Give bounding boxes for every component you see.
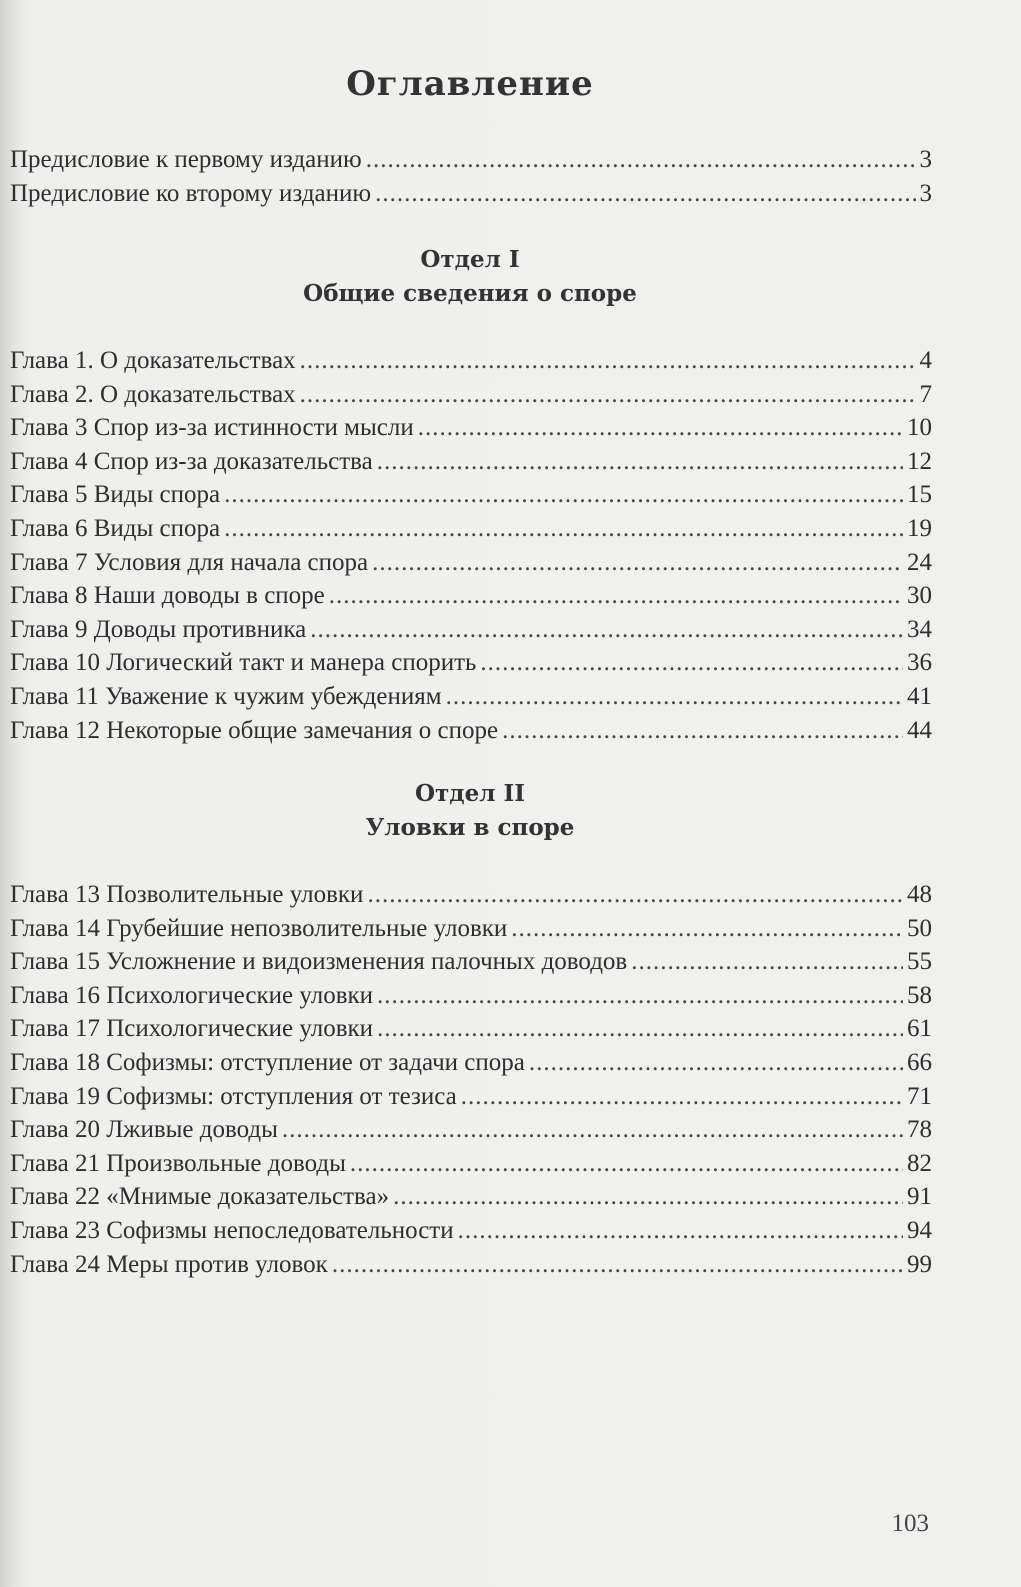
toc-leader-dots xyxy=(332,1248,903,1282)
toc-leader-dots xyxy=(329,579,903,613)
toc-entry-label: Глава 3 Спор из-за истинности мысли xyxy=(10,414,414,442)
toc-entry-page: 91 xyxy=(907,1183,932,1211)
toc-entry xyxy=(10,143,932,177)
toc-entry-label: Глава 14 Грубейшие непозволительные уловки xyxy=(10,914,508,942)
section-2-list xyxy=(10,878,932,1281)
toc-entry-page: 48 xyxy=(907,881,932,908)
preface-list xyxy=(10,143,932,210)
toc-entry-label: Глава 9 Доводы противника xyxy=(10,615,307,643)
toc-entry xyxy=(10,1046,932,1080)
toc-entry-page: 30 xyxy=(907,582,932,610)
toc-entry-page: 66 xyxy=(907,1048,932,1076)
toc-entry xyxy=(10,613,932,647)
toc-entry-page: 36 xyxy=(907,649,932,677)
toc-entry-page: 12 xyxy=(907,447,932,475)
toc-entry xyxy=(10,945,932,979)
toc-entry-label: Глава 13 Позволительные уловки xyxy=(10,881,364,908)
toc-entry-label: Глава 23 Софизмы непоследовательности xyxy=(10,1216,454,1244)
toc-entry xyxy=(10,512,932,546)
toc-entry-page: 34 xyxy=(907,615,932,643)
toc-entry-label: Предисловие ко второму изданию xyxy=(10,179,372,207)
toc-entry xyxy=(10,344,932,378)
toc-entry-label: Глава 1. О доказательствах xyxy=(10,347,296,374)
toc-entry-label: Предисловие к первому изданию xyxy=(10,146,362,173)
toc-entry xyxy=(10,478,932,512)
toc-entry-label: Глава 11 Уважение к чужим убеждениям xyxy=(10,682,442,710)
toc-entry-page: 94 xyxy=(907,1216,932,1244)
toc-leader-dots xyxy=(529,1046,903,1080)
section-1-subtitle: Общие сведения о споре xyxy=(303,280,637,307)
toc-leader-dots xyxy=(377,979,903,1013)
toc-entry-page: 3 xyxy=(919,146,932,173)
toc-entry-page: 4 xyxy=(919,347,932,374)
toc-leader-dots xyxy=(224,512,903,546)
toc-entry-page: 71 xyxy=(907,1082,932,1110)
toc-entry-label: Глава 8 Наши доводы в споре xyxy=(10,582,325,610)
toc-entry-label: Глава 22 «Мнимые доказательства» xyxy=(10,1183,390,1211)
section-2-subtitle: Уловки в споре xyxy=(365,814,575,841)
toc-leader-dots xyxy=(446,680,903,714)
section-1-heading: Отдел I xyxy=(420,246,520,273)
toc-leader-dots xyxy=(372,546,903,580)
toc-entry xyxy=(10,546,932,580)
toc-entry-label: Глава 21 Произвольные доводы xyxy=(10,1149,346,1177)
toc-entry xyxy=(10,445,932,479)
toc-entry-label: Глава 5 Виды спора xyxy=(10,481,221,509)
toc-entry xyxy=(10,979,932,1013)
toc-leader-dots xyxy=(461,1080,903,1114)
toc-entry-page: 50 xyxy=(907,914,932,942)
toc-entry-label: Глава 20 Лживые доводы xyxy=(10,1116,278,1144)
toc-leader-dots xyxy=(458,1214,903,1248)
toc-entry-label: Глава 4 Спор из-за доказательства xyxy=(10,447,373,475)
toc-entry xyxy=(10,1147,932,1181)
toc-entry xyxy=(10,1113,932,1147)
toc-entry xyxy=(10,1012,932,1046)
toc-entry xyxy=(10,579,932,613)
toc-entry xyxy=(10,1080,932,1114)
toc-leader-dots xyxy=(350,1147,903,1181)
toc-entry-page: 44 xyxy=(907,716,932,744)
toc-entry-page: 61 xyxy=(907,1015,932,1043)
toc-leader-dots xyxy=(375,177,915,211)
toc-leader-dots xyxy=(300,378,916,412)
toc-entry-label: Глава 7 Условия для начала спора xyxy=(10,548,369,576)
toc-entry xyxy=(10,1248,932,1282)
page-title: Оглавление xyxy=(346,64,594,104)
toc-leader-dots xyxy=(377,445,903,479)
toc-entry-page: 24 xyxy=(907,548,932,576)
toc-entry-page: 3 xyxy=(919,179,932,207)
toc-entry xyxy=(10,1180,932,1214)
toc-entry-label: Глава 17 Психологические уловки xyxy=(10,1015,374,1043)
toc-entry-page: 78 xyxy=(907,1116,932,1144)
toc-entry-page: 7 xyxy=(919,380,932,408)
section-1-list xyxy=(10,344,932,747)
toc-entry-label: Глава 10 Логический такт и манера спорить xyxy=(10,649,477,677)
toc-leader-dots xyxy=(418,411,903,445)
toc-leader-dots xyxy=(310,613,903,647)
page-number: 103 xyxy=(891,1510,929,1537)
toc-entry-page: 55 xyxy=(907,948,932,976)
toc-entry-label: Глава 2. О доказательствах xyxy=(10,380,296,408)
toc-entry xyxy=(10,912,932,946)
toc-leader-dots xyxy=(366,143,916,177)
toc-leader-dots xyxy=(367,878,903,912)
toc-entry-page: 41 xyxy=(907,682,932,710)
toc-leader-dots xyxy=(282,1113,903,1147)
toc-entry-page: 82 xyxy=(907,1149,932,1177)
toc-leader-dots xyxy=(502,714,903,748)
toc-leader-dots xyxy=(393,1180,903,1214)
toc-entry-page: 58 xyxy=(907,981,932,1009)
toc-entry-page: 19 xyxy=(907,514,932,542)
toc-entry-label: Глава 16 Психологические уловки xyxy=(10,981,374,1009)
section-2-heading: Отдел II xyxy=(415,780,525,807)
toc-leader-dots xyxy=(480,646,903,680)
toc-leader-dots xyxy=(377,1012,903,1046)
toc-entry-label: Глава 15 Усложнение и видоизменения палочных доводов xyxy=(10,948,628,976)
toc-entry xyxy=(10,1214,932,1248)
toc-entry xyxy=(10,714,932,748)
toc-entry-page: 99 xyxy=(907,1250,932,1278)
toc-entry-label: Глава 12 Некоторые общие замечания о споре xyxy=(10,716,499,744)
toc-entry-page: 15 xyxy=(907,481,932,509)
toc-entry xyxy=(10,378,932,412)
toc-entry xyxy=(10,411,932,445)
toc-entry xyxy=(10,646,932,680)
toc-entry xyxy=(10,680,932,714)
toc-entry xyxy=(10,878,932,912)
toc-entry-label: Глава 6 Виды спора xyxy=(10,514,221,542)
toc-entry xyxy=(10,177,932,211)
toc-leader-dots xyxy=(631,945,903,979)
toc-leader-dots xyxy=(300,344,916,378)
toc-entry-page: 10 xyxy=(907,414,932,442)
toc-leader-dots xyxy=(511,912,903,946)
toc-entry-label: Глава 19 Софизмы: отступления от тезиса xyxy=(10,1082,457,1110)
toc-leader-dots xyxy=(224,478,903,512)
toc-entry-label: Глава 24 Меры против уловок xyxy=(10,1250,328,1278)
toc-entry-label: Глава 18 Софизмы: отступление от задачи спора xyxy=(10,1048,525,1076)
